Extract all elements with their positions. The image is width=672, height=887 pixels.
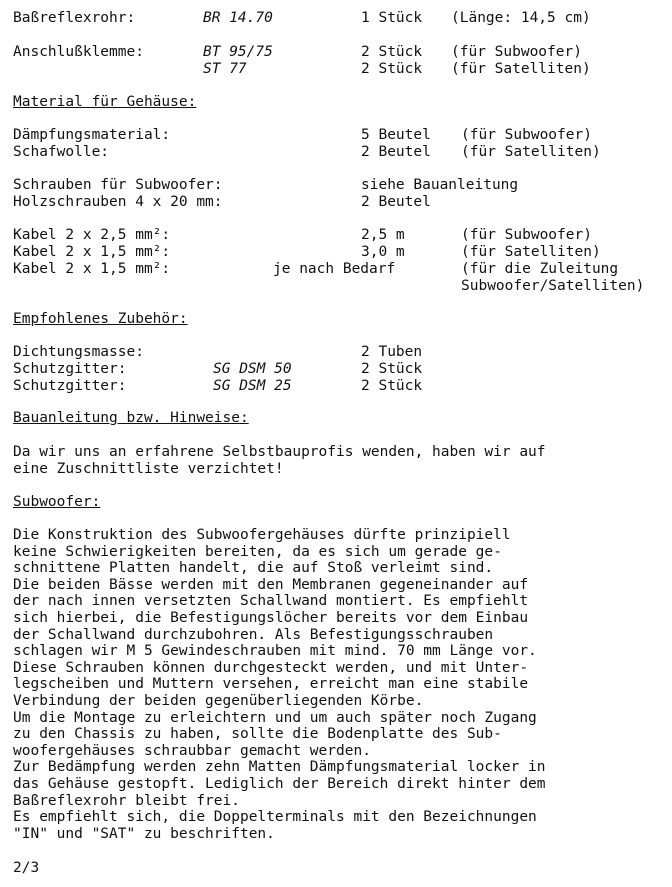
- material-note-damping: (für Subwoofer): [461, 127, 592, 143]
- material-qty-woodscrews: 2 Beutel: [361, 194, 431, 210]
- part-note-bassreflex: (Länge: 14,5 cm): [451, 10, 591, 26]
- material-qty-cable-feed: je nach Bedarf: [273, 261, 396, 277]
- material-qty-screws: siehe Bauanleitung: [361, 177, 519, 193]
- material-note-cable-feed: (für die Zuleitung: [461, 261, 619, 277]
- accessory-model-grille-50: SG DSM 50: [213, 361, 292, 377]
- instructions-heading: Bauanleitung bzw. Hinweise:: [13, 410, 249, 426]
- material-name-cable-sat: Kabel 2 x 1,5 mm²:: [13, 244, 171, 260]
- part-qty-terminal-st: 2 Stück: [361, 61, 423, 77]
- material-note-cable-sub: (für Subwoofer): [461, 227, 592, 243]
- accessory-name-grille-50: Schutzgitter:: [13, 361, 127, 377]
- part-note-terminal-bt: (für Subwoofer): [451, 44, 582, 60]
- material-qty-cable-sub: 2,5 m: [361, 227, 405, 243]
- accessory-model-grille-25: SG DSM 25: [213, 378, 292, 394]
- part-qty-terminal-bt: 2 Stück: [361, 44, 423, 60]
- material-heading: Material für Gehäuse:: [13, 94, 197, 110]
- material-name-wool: Schafwolle:: [13, 144, 110, 160]
- material-note-wool: (für Satelliten): [461, 144, 601, 160]
- accessory-qty-sealant: 2 Tuben: [361, 344, 423, 360]
- page-number: 2/3: [13, 860, 40, 876]
- material-qty-damping: 5 Beutel: [361, 127, 431, 143]
- part-qty-bassreflex: 1 Stück: [361, 10, 423, 26]
- accessory-name-sealant: Dichtungsmasse:: [13, 344, 144, 360]
- part-note-terminal-st: (für Satelliten): [451, 61, 591, 77]
- accessories-heading: Empfohlenes Zubehör:: [13, 311, 188, 327]
- part-name-terminal: Anschlußklemme:: [13, 44, 144, 60]
- material-qty-cable-sat: 3,0 m: [361, 244, 405, 260]
- part-model-bassreflex: BR 14.70: [203, 10, 273, 26]
- material-name-screws: Schrauben für Subwoofer:: [13, 177, 223, 193]
- material-note2-cable-feed: Subwoofer/Satelliten): [461, 278, 645, 294]
- subwoofer-heading: Subwoofer:: [13, 494, 101, 510]
- part-model-terminal-bt: BT 95/75: [203, 44, 273, 60]
- subwoofer-text: Die Konstruktion des Subwoofergehäuses dürfte prinzipiell keine Schwierigkeiten bereiten, da es sich um gerade ge- schnittene Platten handelt, die auf Stoß verleimt sind. Die beiden Bässe werden mit den Membranen gegeneinander auf der nach innen versetzten Schallwand montiert. Es empfiehlt sich hierbei, die Befestigungslöcher bereits vor dem Einbau der Schallwand durchzubohren. Als Befestigungsschrauben schlagen wir M 5 Gewindeschrauben mit mind. 70 mm Länge vor. Diese Schrauben können durchgesteckt werden, und mit Unter- legscheiben und Muttern versehen, erreicht man eine stabile Verbindung der beiden gegenüberliegenden Körbe. Um die Montage zu erleichtern und um auch später noch Zugang zu den Chassis zu haben, sollte die Bodenplatte des Sub- woofergehäuses schraubbar gemacht werden. Zur Bedämpfung werden zehn Matten Dämpfungsmaterial locker in das Gehäuse gestopft. Lediglich der Bereich direkt hinter dem Baßreflexrohr bleibt frei. Es empfiehlt sich, die Doppelterminals mit den Bezeichnungen "IN" und "SAT" zu beschriften.: [13, 527, 546, 842]
- accessory-qty-grille-50: 2 Stück: [361, 361, 423, 377]
- part-model-terminal-st: ST 77: [203, 61, 247, 77]
- material-name-cable-feed: Kabel 2 x 1,5 mm²:: [13, 261, 171, 277]
- accessory-name-grille-25: Schutzgitter:: [13, 378, 127, 394]
- accessory-qty-grille-25: 2 Stück: [361, 378, 423, 394]
- part-name-bassreflex: Baßreflexrohr:: [13, 10, 136, 26]
- material-note-cable-sat: (für Satelliten): [461, 244, 601, 260]
- instructions-text: Da wir uns an erfahrene Selbstbauprofis wenden, haben wir auf eine Zuschnittliste verzichtet!: [13, 444, 546, 477]
- material-name-woodscrews: Holzschrauben 4 x 20 mm:: [13, 194, 223, 210]
- material-name-damping: Dämpfungsmaterial:: [13, 127, 171, 143]
- material-qty-wool: 2 Beutel: [361, 144, 431, 160]
- material-name-cable-sub: Kabel 2 x 2,5 mm²:: [13, 227, 171, 243]
